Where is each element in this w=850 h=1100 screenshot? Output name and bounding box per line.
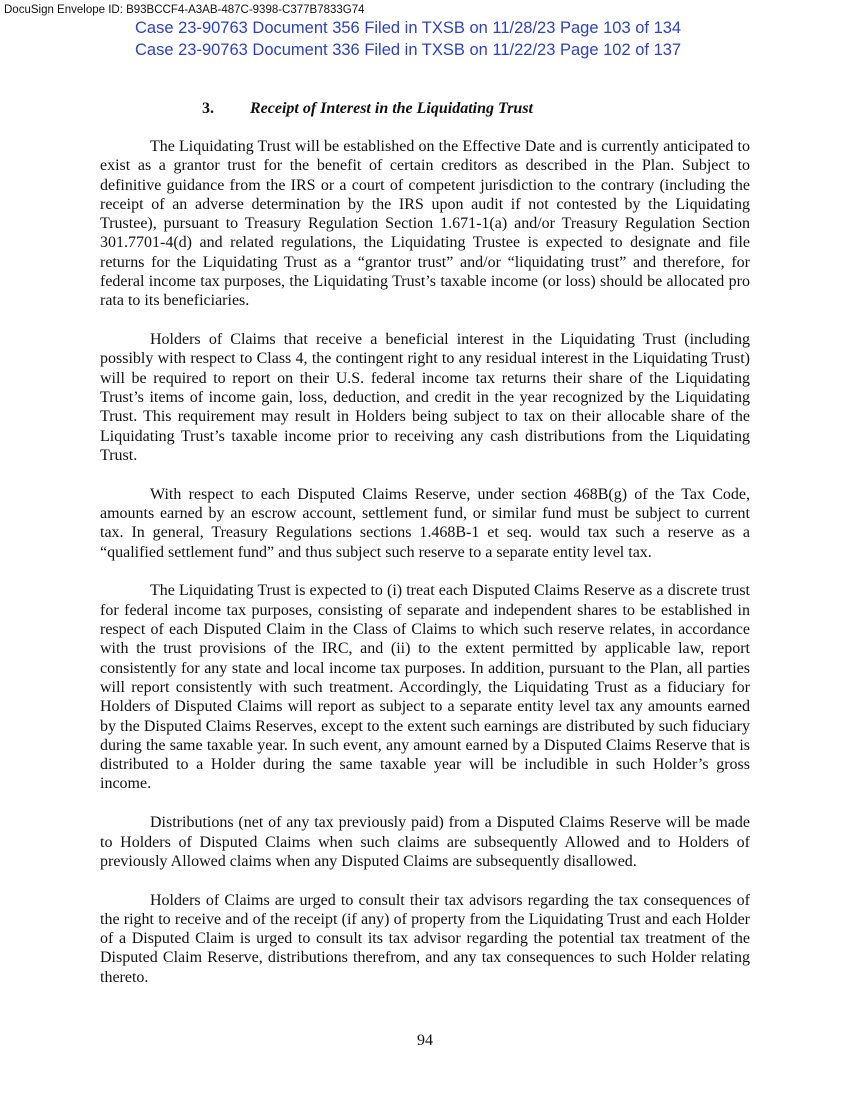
paragraph: The Liquidating Trust is expected to (i) treat each Disputed Claims Reserve as a discrete trust for federal income tax purposes, consisting of separate and independent shares to be established in respect of each Disputed Claim in the Class of Claims to which such reserve relates, in accordance with the trust provisions of the IRC, and (ii) to the extent permitted by applicable law, report consistently for any state and local income tax purposes. In addition, pursuant to the Plan, all parties will report consistently with such treatment. Accordingly, the Liquidating Trust as a fiduciary for Holders of Disputed Claims will report as subject to a separate entity level tax any amounts earned by the Disputed Claims Reserves, except to the extent such earnings are distributed by such fiduciary during the same taxable year. In such event, any amount earned by a Disputed Claims Reserve that is distributed to a Holder during the same taxable year will be includible in such Holder’s gross income. [100,582,750,793]
paragraph: Holders of Claims are urged to consult their tax advisors regarding the tax consequences of the right to receive and of the receipt (if any) of property from the Liquidating Trust and each Holder of a Disputed Claim is urged to consult its tax advisor regarding the potential tax treatment of the Disputed Claim Reserve, distributions therefrom, and any tax consequences to such Holder relating thereto. [100,891,750,986]
page-number: 94 [417,1032,433,1049]
paragraph: Distributions (net of any tax previously paid) from a Disputed Claims Reserve will be made to Holders of Disputed Claims when such claims are subsequently Allowed and to Holders of previously Allowed claims when any Disputed Claims are subsequently disallowed. [100,814,750,870]
paragraph: The Liquidating Trust will be established on the Effective Date and is currently anticipated to exist as a grantor trust for the benefit of certain creditors as described in the Plan. Subject to definitive guidance from the IRS or a court of competent jurisdiction to the contrary (including the receipt of an adverse determination by the IRS upon audit if not contested by the Liquidating Trustee), pursuant to Treasury Regulation Section 1.671-1(a) and/or Treasury Regulation Section 301.7701-4(d) and related regulations, the Liquidating Trustee is expected to designate and file returns for the Liquidating Trust as a “grantor trust” and/or “liquidating trust” and therefore, for federal income tax purposes, the Liquidating Trust’s taxable income (or loss) should be allocated pro rata to its beneficiaries. [100,138,750,310]
paragraph: With respect to each Disputed Claims Reserve, under section 468B(g) of the Tax Code, amounts earned by an escrow account, settlement fund, or similar fund must be subject to current tax. In general, Treasury Regulations sections 1.468B-1 et seq. would tax such a reserve as a “qualified settlement fund” and thus subject such reserve to a separate entity level tax. [100,485,750,561]
case-filing-stamp: Case 23-90763 Document 356 Filed in TXSB on 11/28/23 Page 103 of 134 [135,19,682,37]
filing-header [0,0,850,64]
section-heading [202,100,533,118]
case-filing-stamp-overlay: Case 23-90763 Document 336 Filed in TXSB on 11/22/23 Page 102 of 137 [135,41,682,59]
paragraph: Holders of Claims that receive a beneficial interest in the Liquidating Trust (including possibly with respect to Class 4, the contingent right to any residual interest in the Liquidating Trust) will be required to report on their U.S. federal income tax returns their share of the Liquidating Trust’s items of income gain, loss, deduction, and credit in the year recognized by the Liquidating Trust. This requirement may result in Holders being subject to tax on their allocable share of the Liquidating Trust’s taxable income prior to receiving any cash distributions from the Liquidating Trust. [100,331,750,464]
body-text [100,137,750,1007]
docusign-envelope-id: DocuSign Envelope ID: B93BCCF4-A3AB-487C-9398-C377B7833G74 [4,4,365,16]
section-title: Receipt of Interest in the Liquidating Trust [250,100,533,117]
section-number: 3. [202,100,214,117]
